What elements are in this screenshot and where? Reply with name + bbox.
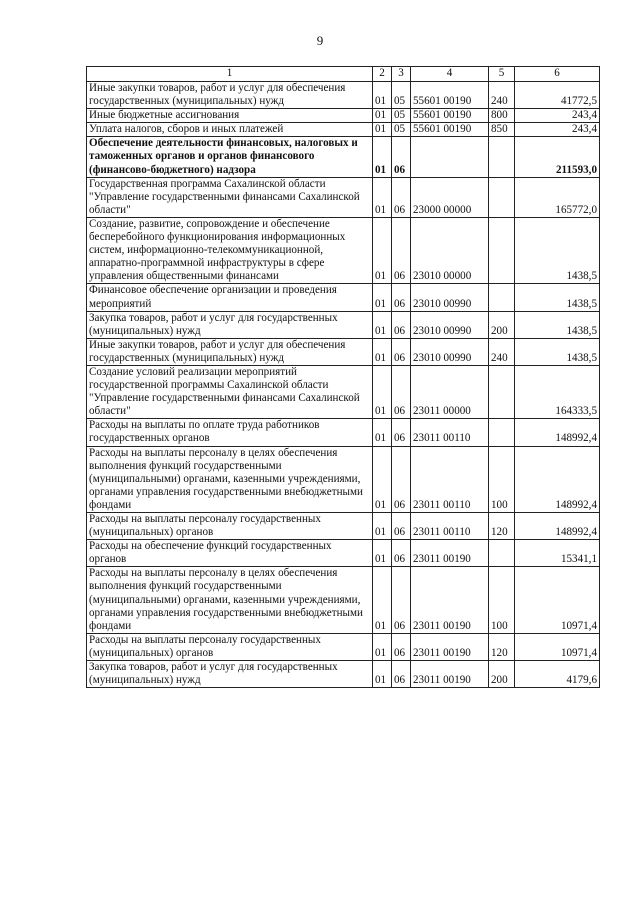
row-name-cell: Финансовое обеспечение организации и проведения мероприятий bbox=[87, 284, 373, 311]
row-expense-type-cell: 120 bbox=[489, 633, 515, 660]
row-expense-type-cell bbox=[489, 540, 515, 567]
row-expense-type-cell bbox=[489, 365, 515, 418]
table-row bbox=[87, 82, 600, 109]
row-section-cell: 01 bbox=[373, 567, 392, 633]
row-expense-type-cell bbox=[489, 419, 515, 446]
row-name-cell: Иные закупки товаров, работ и услуг для обеспечения государственных (муниципальных) нужд bbox=[87, 338, 373, 365]
row-amount-cell: 41772,5 bbox=[515, 82, 600, 109]
row-target-article-cell: 55601 00190 bbox=[411, 82, 489, 109]
row-subsection-cell: 06 bbox=[392, 540, 411, 567]
row-subsection-cell: 06 bbox=[392, 661, 411, 688]
row-subsection-cell: 05 bbox=[392, 109, 411, 123]
header-cell-expense-type: 5 bbox=[489, 67, 515, 82]
row-expense-type-cell: 200 bbox=[489, 311, 515, 338]
row-amount-cell: 148992,4 bbox=[515, 513, 600, 540]
row-amount-cell: 165772,0 bbox=[515, 177, 600, 217]
row-target-article-cell: 55601 00190 bbox=[411, 109, 489, 123]
row-subsection-cell: 06 bbox=[392, 284, 411, 311]
table-row bbox=[87, 284, 600, 311]
table-row bbox=[87, 365, 600, 418]
table-row bbox=[87, 338, 600, 365]
row-amount-cell: 211593,0 bbox=[515, 137, 600, 177]
budget-table-body bbox=[87, 67, 600, 688]
row-target-article-cell: 23010 00990 bbox=[411, 311, 489, 338]
row-name-cell: Расходы на выплаты персоналу государственных (муниципальных) органов bbox=[87, 513, 373, 540]
row-expense-type-cell bbox=[489, 177, 515, 217]
row-target-article-cell: 23010 00990 bbox=[411, 338, 489, 365]
row-section-cell: 01 bbox=[373, 137, 392, 177]
row-section-cell: 01 bbox=[373, 338, 392, 365]
table-row bbox=[87, 446, 600, 512]
row-section-cell: 01 bbox=[373, 217, 392, 283]
table-row bbox=[87, 567, 600, 633]
row-target-article-cell: 23011 00190 bbox=[411, 661, 489, 688]
row-amount-cell: 1438,5 bbox=[515, 284, 600, 311]
table-row bbox=[87, 540, 600, 567]
row-target-article-cell: 23011 00000 bbox=[411, 365, 489, 418]
row-amount-cell: 15341,1 bbox=[515, 540, 600, 567]
row-target-article-cell: 23011 00190 bbox=[411, 567, 489, 633]
row-name-cell: Расходы на выплаты персоналу в целях обеспечения выполнения функций государственными (муниципальными) органами, казенными учреждениями, органами управления государственными внебюджетными фондами bbox=[87, 446, 373, 512]
row-name-cell: Расходы на выплаты персоналу в целях обеспечения выполнения функций государственными (муниципальными) органами, казенными учреждениями, органами управления государственными внебюджетными фондами bbox=[87, 567, 373, 633]
row-expense-type-cell bbox=[489, 137, 515, 177]
row-amount-cell: 1438,5 bbox=[515, 338, 600, 365]
row-amount-cell: 10971,4 bbox=[515, 567, 600, 633]
table-row bbox=[87, 137, 600, 177]
row-name-cell: Расходы на обеспечение функций государственных органов bbox=[87, 540, 373, 567]
row-subsection-cell: 05 bbox=[392, 123, 411, 137]
row-section-cell: 01 bbox=[373, 177, 392, 217]
row-target-article-cell: 23010 00990 bbox=[411, 284, 489, 311]
row-name-cell: Иные закупки товаров, работ и услуг для обеспечения государственных (муниципальных) нужд bbox=[87, 82, 373, 109]
table-row bbox=[87, 123, 600, 137]
row-subsection-cell: 06 bbox=[392, 338, 411, 365]
header-cell-name: 1 bbox=[87, 67, 373, 82]
table-row bbox=[87, 513, 600, 540]
row-expense-type-cell: 200 bbox=[489, 661, 515, 688]
row-section-cell: 01 bbox=[373, 419, 392, 446]
row-expense-type-cell: 850 bbox=[489, 123, 515, 137]
row-expense-type-cell: 240 bbox=[489, 82, 515, 109]
table-row bbox=[87, 177, 600, 217]
row-subsection-cell: 05 bbox=[392, 82, 411, 109]
row-expense-type-cell bbox=[489, 284, 515, 311]
row-section-cell: 01 bbox=[373, 513, 392, 540]
row-target-article-cell: 23011 00110 bbox=[411, 446, 489, 512]
row-amount-cell: 243,4 bbox=[515, 123, 600, 137]
row-subsection-cell: 06 bbox=[392, 177, 411, 217]
row-subsection-cell: 06 bbox=[392, 311, 411, 338]
row-section-cell: 01 bbox=[373, 661, 392, 688]
row-subsection-cell: 06 bbox=[392, 217, 411, 283]
row-section-cell: 01 bbox=[373, 446, 392, 512]
table-row bbox=[87, 311, 600, 338]
row-expense-type-cell: 100 bbox=[489, 567, 515, 633]
row-section-cell: 01 bbox=[373, 311, 392, 338]
table-row bbox=[87, 633, 600, 660]
row-amount-cell: 10971,4 bbox=[515, 633, 600, 660]
row-subsection-cell: 06 bbox=[392, 567, 411, 633]
row-subsection-cell: 06 bbox=[392, 419, 411, 446]
row-target-article-cell: 23010 00000 bbox=[411, 217, 489, 283]
table-row bbox=[87, 109, 600, 123]
table-row bbox=[87, 661, 600, 688]
row-amount-cell: 164333,5 bbox=[515, 365, 600, 418]
row-section-cell: 01 bbox=[373, 123, 392, 137]
row-section-cell: 01 bbox=[373, 633, 392, 660]
table-row bbox=[87, 419, 600, 446]
table-row bbox=[87, 217, 600, 283]
row-target-article-cell: 23000 00000 bbox=[411, 177, 489, 217]
row-amount-cell: 148992,4 bbox=[515, 446, 600, 512]
row-section-cell: 01 bbox=[373, 82, 392, 109]
row-target-article-cell: 23011 00110 bbox=[411, 513, 489, 540]
row-target-article-cell bbox=[411, 137, 489, 177]
row-expense-type-cell: 120 bbox=[489, 513, 515, 540]
row-amount-cell: 1438,5 bbox=[515, 311, 600, 338]
budget-table bbox=[86, 66, 600, 688]
row-name-cell: Создание, развитие, сопровождение и обеспечение бесперебойного функционирования информационных систем, информационно-телекоммуникационной, аппаратно-программной инфраструктуры в сфере управления общественными финансами bbox=[87, 217, 373, 283]
row-name-cell: Иные бюджетные ассигнования bbox=[87, 109, 373, 123]
header-cell-amount: 6 bbox=[515, 67, 600, 82]
row-subsection-cell: 06 bbox=[392, 137, 411, 177]
row-name-cell: Закупка товаров, работ и услуг для государственных (муниципальных) нужд bbox=[87, 311, 373, 338]
row-expense-type-cell: 100 bbox=[489, 446, 515, 512]
header-cell-section: 2 bbox=[373, 67, 392, 82]
row-section-cell: 01 bbox=[373, 109, 392, 123]
row-subsection-cell: 06 bbox=[392, 365, 411, 418]
row-name-cell: Обеспечение деятельности финансовых, налоговых и таможенных органов и органов финансового (финансово-бюджетного) надзора bbox=[87, 137, 373, 177]
row-section-cell: 01 bbox=[373, 284, 392, 311]
row-name-cell: Создание условий реализации мероприятий государственной программы Сахалинской области "Управление государственными финансами Сахалинской области" bbox=[87, 365, 373, 418]
header-row bbox=[87, 67, 600, 82]
row-expense-type-cell: 240 bbox=[489, 338, 515, 365]
row-target-article-cell: 23011 00190 bbox=[411, 633, 489, 660]
row-name-cell: Расходы на выплаты персоналу государственных (муниципальных) органов bbox=[87, 633, 373, 660]
row-name-cell: Расходы на выплаты по оплате труда работников государственных органов bbox=[87, 419, 373, 446]
row-target-article-cell: 23011 00110 bbox=[411, 419, 489, 446]
row-name-cell: Государственная программа Сахалинской области "Управление государственными финансами Сахалинской области" bbox=[87, 177, 373, 217]
row-target-article-cell: 55601 00190 bbox=[411, 123, 489, 137]
row-expense-type-cell: 800 bbox=[489, 109, 515, 123]
row-target-article-cell: 23011 00190 bbox=[411, 540, 489, 567]
row-expense-type-cell bbox=[489, 217, 515, 283]
row-amount-cell: 243,4 bbox=[515, 109, 600, 123]
row-subsection-cell: 06 bbox=[392, 633, 411, 660]
row-section-cell: 01 bbox=[373, 365, 392, 418]
row-name-cell: Закупка товаров, работ и услуг для государственных (муниципальных) нужд bbox=[87, 661, 373, 688]
row-subsection-cell: 06 bbox=[392, 513, 411, 540]
row-section-cell: 01 bbox=[373, 540, 392, 567]
row-name-cell: Уплата налогов, сборов и иных платежей bbox=[87, 123, 373, 137]
row-amount-cell: 4179,6 bbox=[515, 661, 600, 688]
row-amount-cell: 148992,4 bbox=[515, 419, 600, 446]
header-cell-subsection: 3 bbox=[392, 67, 411, 82]
row-amount-cell: 1438,5 bbox=[515, 217, 600, 283]
header-cell-target-article: 4 bbox=[411, 67, 489, 82]
page-number: 9 bbox=[316, 33, 324, 48]
row-subsection-cell: 06 bbox=[392, 446, 411, 512]
